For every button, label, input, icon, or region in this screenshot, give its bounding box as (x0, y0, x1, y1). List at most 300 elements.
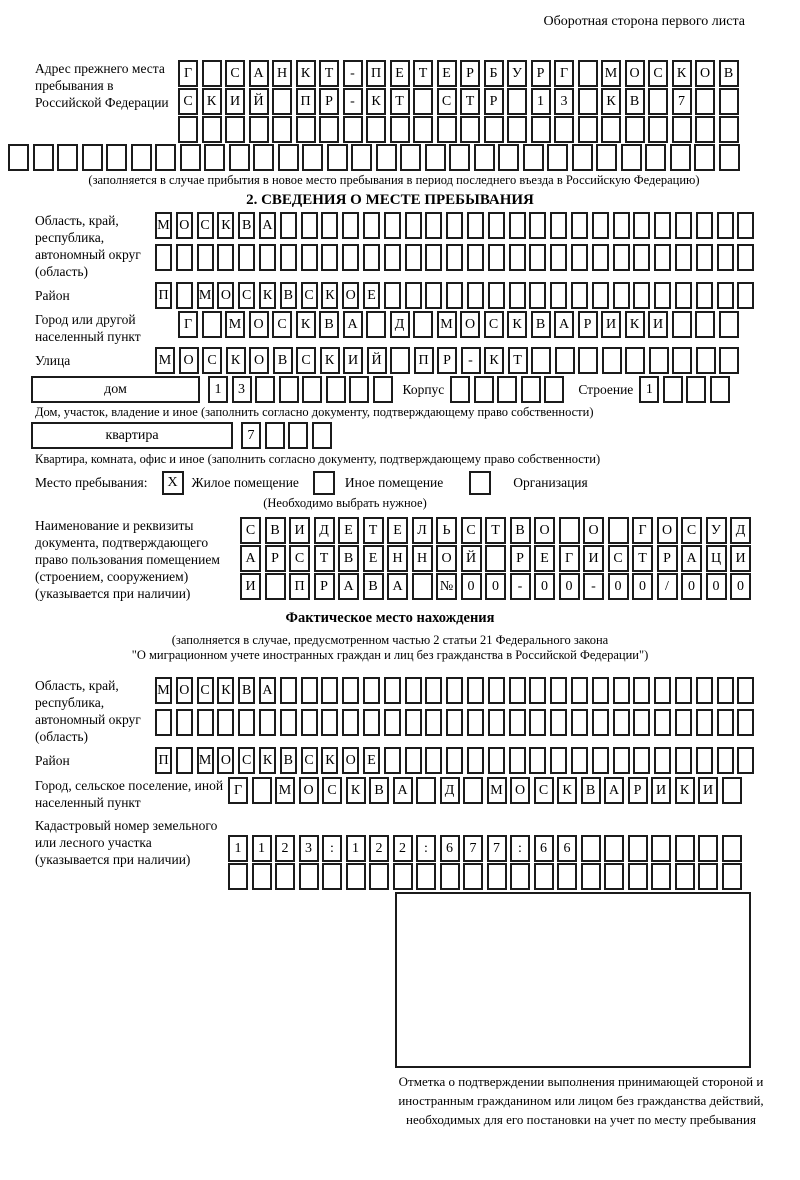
char-cell[interactable] (326, 376, 346, 403)
char-cell[interactable] (463, 777, 483, 804)
char-cell[interactable]: 0 (559, 573, 580, 600)
char-cell[interactable] (202, 311, 222, 338)
char-cell[interactable]: Р (657, 545, 678, 572)
char-cell[interactable] (581, 863, 601, 890)
char-cell[interactable]: К (675, 777, 695, 804)
char-cell[interactable]: С (272, 311, 292, 338)
char-cell[interactable] (238, 709, 255, 736)
char-cell[interactable]: Й (249, 88, 269, 115)
char-cell[interactable] (509, 212, 526, 239)
char-cell[interactable] (485, 545, 506, 572)
char-cell[interactable]: С (238, 747, 255, 774)
char-cell[interactable]: С (296, 347, 316, 374)
char-cell[interactable]: Е (534, 545, 555, 572)
char-cell[interactable] (460, 116, 480, 143)
char-cell[interactable] (602, 347, 622, 374)
char-cell[interactable] (613, 747, 630, 774)
char-cell[interactable] (509, 677, 526, 704)
char-cell[interactable] (571, 212, 588, 239)
char-cell[interactable] (507, 88, 527, 115)
char-cell[interactable] (675, 835, 695, 862)
char-cell[interactable]: 2 (393, 835, 413, 862)
char-cell[interactable]: А (393, 777, 413, 804)
char-cell[interactable]: Р (265, 545, 286, 572)
char-cell[interactable] (467, 282, 484, 309)
char-cell[interactable] (413, 311, 433, 338)
char-cell[interactable]: В (510, 517, 531, 544)
char-cell[interactable]: Т (314, 545, 335, 572)
char-cell[interactable]: О (657, 517, 678, 544)
char-cell[interactable] (204, 144, 225, 171)
char-cell[interactable]: Р (319, 88, 339, 115)
char-cell[interactable]: 7 (241, 422, 261, 449)
char-cell[interactable] (405, 747, 422, 774)
char-cell[interactable]: А (554, 311, 574, 338)
char-cell[interactable]: : (510, 835, 530, 862)
char-cell[interactable] (301, 677, 318, 704)
char-cell[interactable] (592, 244, 609, 271)
char-cell[interactable] (343, 116, 363, 143)
char-cell[interactable] (544, 376, 564, 403)
char-cell[interactable] (672, 347, 692, 374)
char-cell[interactable]: А (604, 777, 624, 804)
char-cell[interactable] (488, 244, 505, 271)
char-cell[interactable]: 1 (252, 835, 272, 862)
char-cell[interactable]: О (217, 282, 234, 309)
char-cell[interactable] (252, 863, 272, 890)
char-cell[interactable]: М (155, 212, 172, 239)
char-cell[interactable]: Т (508, 347, 528, 374)
char-cell[interactable] (446, 282, 463, 309)
char-cell[interactable] (425, 244, 442, 271)
char-cell[interactable] (265, 573, 286, 600)
char-cell[interactable] (694, 144, 715, 171)
char-cell[interactable] (534, 863, 554, 890)
char-cell[interactable]: О (534, 517, 555, 544)
char-cell[interactable]: 0 (681, 573, 702, 600)
char-cell[interactable]: Т (363, 517, 384, 544)
char-cell[interactable]: Е (390, 60, 410, 87)
char-cell[interactable] (722, 863, 742, 890)
char-cell[interactable] (446, 212, 463, 239)
char-cell[interactable] (672, 116, 692, 143)
char-cell[interactable]: Н (412, 545, 433, 572)
char-cell[interactable] (509, 282, 526, 309)
char-cell[interactable] (696, 677, 713, 704)
char-cell[interactable] (217, 709, 234, 736)
char-cell[interactable] (322, 863, 342, 890)
char-cell[interactable] (737, 709, 754, 736)
char-cell[interactable] (366, 311, 386, 338)
char-cell[interactable] (633, 677, 650, 704)
char-cell[interactable]: А (343, 311, 363, 338)
char-cell[interactable]: - (343, 60, 363, 87)
char-cell[interactable] (319, 116, 339, 143)
char-cell[interactable]: К (217, 677, 234, 704)
char-cell[interactable]: К (321, 282, 338, 309)
char-cell[interactable]: С (437, 88, 457, 115)
char-cell[interactable]: 0 (608, 573, 629, 600)
char-cell[interactable] (722, 835, 742, 862)
char-cell[interactable]: Е (363, 545, 384, 572)
char-cell[interactable]: О (583, 517, 604, 544)
char-cell[interactable]: 7 (672, 88, 692, 115)
char-cell[interactable] (327, 144, 348, 171)
char-cell[interactable]: Е (338, 517, 359, 544)
char-cell[interactable]: О (249, 347, 269, 374)
char-cell[interactable]: О (342, 282, 359, 309)
char-cell[interactable] (197, 244, 214, 271)
char-cell[interactable] (280, 709, 297, 736)
char-cell[interactable]: К (346, 777, 366, 804)
char-cell[interactable] (654, 244, 671, 271)
char-cell[interactable]: П (366, 60, 386, 87)
char-cell[interactable] (719, 347, 739, 374)
char-cell[interactable]: Н (272, 60, 292, 87)
char-cell[interactable]: У (507, 60, 527, 87)
char-cell[interactable]: О (342, 747, 359, 774)
char-cell[interactable]: 0 (485, 573, 506, 600)
char-cell[interactable]: С (197, 677, 214, 704)
char-cell[interactable]: : (322, 835, 342, 862)
char-cell[interactable] (342, 244, 359, 271)
char-cell[interactable]: В (719, 60, 739, 87)
char-cell[interactable]: С (240, 517, 261, 544)
char-cell[interactable] (737, 677, 754, 704)
char-cell[interactable] (737, 282, 754, 309)
char-cell[interactable] (571, 747, 588, 774)
char-cell[interactable] (312, 422, 332, 449)
char-cell[interactable] (675, 863, 695, 890)
char-cell[interactable]: О (217, 747, 234, 774)
char-cell[interactable] (280, 244, 297, 271)
char-cell[interactable] (176, 282, 193, 309)
char-cell[interactable]: Т (413, 60, 433, 87)
char-cell[interactable]: С (608, 545, 629, 572)
char-cell[interactable] (529, 709, 546, 736)
checkbox-other-premises[interactable] (313, 471, 335, 495)
char-cell[interactable]: 6 (534, 835, 554, 862)
char-cell[interactable]: В (273, 347, 293, 374)
char-cell[interactable]: О (299, 777, 319, 804)
char-cell[interactable] (498, 144, 519, 171)
char-cell[interactable]: М (601, 60, 621, 87)
char-cell[interactable] (572, 144, 593, 171)
char-cell[interactable] (405, 212, 422, 239)
char-cell[interactable] (8, 144, 29, 171)
char-cell[interactable]: И (583, 545, 604, 572)
char-cell[interactable] (737, 212, 754, 239)
char-cell[interactable]: М (275, 777, 295, 804)
char-cell[interactable]: Г (559, 545, 580, 572)
char-cell[interactable] (131, 144, 152, 171)
char-cell[interactable] (238, 244, 255, 271)
char-cell[interactable] (719, 144, 740, 171)
char-cell[interactable]: - (510, 573, 531, 600)
char-cell[interactable] (487, 863, 507, 890)
char-cell[interactable]: П (155, 747, 172, 774)
char-cell[interactable] (488, 212, 505, 239)
char-cell[interactable] (155, 244, 172, 271)
char-cell[interactable] (529, 244, 546, 271)
char-cell[interactable]: 0 (632, 573, 653, 600)
char-cell[interactable] (672, 311, 692, 338)
char-cell[interactable] (57, 144, 78, 171)
char-cell[interactable] (446, 747, 463, 774)
char-cell[interactable] (675, 709, 692, 736)
char-cell[interactable]: И (698, 777, 718, 804)
char-cell[interactable]: Т (632, 545, 653, 572)
char-cell[interactable] (696, 347, 716, 374)
char-cell[interactable]: М (225, 311, 245, 338)
char-cell[interactable] (425, 677, 442, 704)
char-cell[interactable] (621, 144, 642, 171)
char-cell[interactable] (280, 677, 297, 704)
char-cell[interactable] (405, 709, 422, 736)
char-cell[interactable] (509, 709, 526, 736)
char-cell[interactable]: В (531, 311, 551, 338)
char-cell[interactable] (467, 677, 484, 704)
char-cell[interactable]: Г (554, 60, 574, 87)
char-cell[interactable] (288, 422, 308, 449)
char-cell[interactable] (497, 376, 517, 403)
char-cell[interactable]: 3 (554, 88, 574, 115)
char-cell[interactable] (280, 212, 297, 239)
char-cell[interactable]: К (625, 311, 645, 338)
char-cell[interactable]: 1 (346, 835, 366, 862)
char-cell[interactable]: К (296, 60, 316, 87)
char-cell[interactable] (342, 677, 359, 704)
char-cell[interactable] (249, 116, 269, 143)
char-cell[interactable]: Р (510, 545, 531, 572)
char-cell[interactable] (299, 863, 319, 890)
char-cell[interactable] (596, 144, 617, 171)
char-cell[interactable]: В (319, 311, 339, 338)
char-cell[interactable]: С (301, 747, 318, 774)
char-cell[interactable]: К (202, 88, 222, 115)
char-cell[interactable] (425, 709, 442, 736)
char-cell[interactable]: О (695, 60, 715, 87)
char-cell[interactable] (550, 747, 567, 774)
char-cell[interactable]: Г (632, 517, 653, 544)
char-cell[interactable]: О (460, 311, 480, 338)
char-cell[interactable]: Р (628, 777, 648, 804)
char-cell[interactable] (722, 777, 742, 804)
char-cell[interactable] (670, 144, 691, 171)
char-cell[interactable]: К (484, 347, 504, 374)
char-cell[interactable] (259, 709, 276, 736)
char-cell[interactable] (449, 144, 470, 171)
char-cell[interactable]: № (436, 573, 457, 600)
char-cell[interactable] (625, 116, 645, 143)
char-cell[interactable]: К (507, 311, 527, 338)
char-cell[interactable] (717, 709, 734, 736)
char-cell[interactable] (571, 282, 588, 309)
char-cell[interactable] (384, 244, 401, 271)
char-cell[interactable] (719, 116, 739, 143)
char-cell[interactable]: С (197, 212, 214, 239)
char-cell[interactable]: А (387, 573, 408, 600)
char-cell[interactable] (279, 376, 299, 403)
char-cell[interactable] (523, 144, 544, 171)
char-cell[interactable] (349, 376, 369, 403)
char-cell[interactable] (521, 376, 541, 403)
char-cell[interactable]: К (321, 747, 338, 774)
char-cell[interactable] (717, 282, 734, 309)
char-cell[interactable] (405, 282, 422, 309)
char-cell[interactable] (363, 212, 380, 239)
char-cell[interactable]: Е (363, 747, 380, 774)
char-cell[interactable]: С (289, 545, 310, 572)
char-cell[interactable] (717, 747, 734, 774)
char-cell[interactable] (557, 863, 577, 890)
char-cell[interactable] (698, 835, 718, 862)
char-cell[interactable] (202, 60, 222, 87)
char-cell[interactable]: Т (319, 60, 339, 87)
char-cell[interactable] (696, 709, 713, 736)
char-cell[interactable]: 7 (463, 835, 483, 862)
char-cell[interactable] (613, 244, 630, 271)
char-cell[interactable]: 0 (461, 573, 482, 600)
char-cell[interactable] (550, 709, 567, 736)
char-cell[interactable]: Т (485, 517, 506, 544)
char-cell[interactable] (628, 863, 648, 890)
char-cell[interactable] (33, 144, 54, 171)
char-cell[interactable]: Й (367, 347, 387, 374)
char-cell[interactable]: В (280, 747, 297, 774)
char-cell[interactable] (651, 863, 671, 890)
char-cell[interactable]: Р (578, 311, 598, 338)
char-cell[interactable] (301, 244, 318, 271)
char-cell[interactable] (376, 144, 397, 171)
char-cell[interactable] (197, 709, 214, 736)
char-cell[interactable] (425, 144, 446, 171)
char-cell[interactable]: 1 (228, 835, 248, 862)
char-cell[interactable] (625, 347, 645, 374)
char-cell[interactable] (363, 244, 380, 271)
char-cell[interactable] (400, 144, 421, 171)
char-cell[interactable]: П (289, 573, 310, 600)
char-cell[interactable] (529, 212, 546, 239)
char-cell[interactable] (613, 212, 630, 239)
char-cell[interactable] (384, 677, 401, 704)
char-cell[interactable] (675, 677, 692, 704)
char-cell[interactable]: И (343, 347, 363, 374)
char-cell[interactable] (416, 863, 436, 890)
char-cell[interactable]: О (176, 677, 193, 704)
char-cell[interactable]: С (225, 60, 245, 87)
char-cell[interactable] (604, 835, 624, 862)
char-cell[interactable] (507, 116, 527, 143)
char-cell[interactable] (278, 144, 299, 171)
char-cell[interactable]: Е (437, 60, 457, 87)
char-cell[interactable] (648, 88, 668, 115)
char-cell[interactable] (581, 835, 601, 862)
char-cell[interactable] (301, 212, 318, 239)
char-cell[interactable]: К (259, 282, 276, 309)
char-cell[interactable]: 6 (440, 835, 460, 862)
char-cell[interactable] (202, 116, 222, 143)
char-cell[interactable]: В (338, 545, 359, 572)
char-cell[interactable] (467, 212, 484, 239)
char-cell[interactable]: 6 (557, 835, 577, 862)
char-cell[interactable] (467, 747, 484, 774)
char-cell[interactable]: Р (484, 88, 504, 115)
char-cell[interactable]: В (369, 777, 389, 804)
char-cell[interactable] (695, 311, 715, 338)
char-cell[interactable] (405, 677, 422, 704)
char-cell[interactable]: К (296, 311, 316, 338)
char-cell[interactable] (446, 709, 463, 736)
char-cell[interactable] (550, 244, 567, 271)
char-cell[interactable] (601, 116, 621, 143)
char-cell[interactable]: С (238, 282, 255, 309)
char-cell[interactable] (654, 677, 671, 704)
char-cell[interactable]: М (487, 777, 507, 804)
char-cell[interactable] (272, 116, 292, 143)
char-cell[interactable] (529, 282, 546, 309)
char-cell[interactable] (592, 677, 609, 704)
char-cell[interactable]: А (681, 545, 702, 572)
char-cell[interactable] (571, 677, 588, 704)
char-cell[interactable] (633, 282, 650, 309)
char-cell[interactable] (390, 347, 410, 374)
char-cell[interactable] (363, 709, 380, 736)
char-cell[interactable]: - (461, 347, 481, 374)
char-cell[interactable]: О (436, 545, 457, 572)
char-cell[interactable] (717, 212, 734, 239)
char-cell[interactable] (275, 863, 295, 890)
char-cell[interactable] (648, 116, 668, 143)
char-cell[interactable] (488, 709, 505, 736)
char-cell[interactable] (252, 777, 272, 804)
char-cell[interactable]: М (155, 347, 175, 374)
char-cell[interactable]: Д (314, 517, 335, 544)
char-cell[interactable] (645, 144, 666, 171)
char-cell[interactable] (550, 282, 567, 309)
char-cell[interactable] (592, 212, 609, 239)
char-cell[interactable] (488, 677, 505, 704)
char-cell[interactable]: Р (460, 60, 480, 87)
char-cell[interactable]: Р (314, 573, 335, 600)
char-cell[interactable]: А (249, 60, 269, 87)
char-cell[interactable]: К (366, 88, 386, 115)
char-cell[interactable]: И (225, 88, 245, 115)
char-cell[interactable]: И (240, 573, 261, 600)
char-cell[interactable]: И (601, 311, 621, 338)
char-cell[interactable] (578, 116, 598, 143)
char-cell[interactable]: 0 (706, 573, 727, 600)
char-cell[interactable] (450, 376, 470, 403)
char-cell[interactable] (592, 747, 609, 774)
char-cell[interactable]: К (601, 88, 621, 115)
char-cell[interactable] (633, 212, 650, 239)
char-cell[interactable]: Е (387, 517, 408, 544)
char-cell[interactable]: О (179, 347, 199, 374)
char-cell[interactable] (446, 244, 463, 271)
char-cell[interactable]: К (226, 347, 246, 374)
char-cell[interactable] (737, 244, 754, 271)
char-cell[interactable] (180, 144, 201, 171)
char-cell[interactable] (695, 88, 715, 115)
char-cell[interactable] (654, 212, 671, 239)
char-cell[interactable] (633, 244, 650, 271)
char-cell[interactable]: С (681, 517, 702, 544)
char-cell[interactable] (696, 212, 713, 239)
char-cell[interactable] (719, 311, 739, 338)
char-cell[interactable] (696, 244, 713, 271)
char-cell[interactable] (176, 747, 193, 774)
